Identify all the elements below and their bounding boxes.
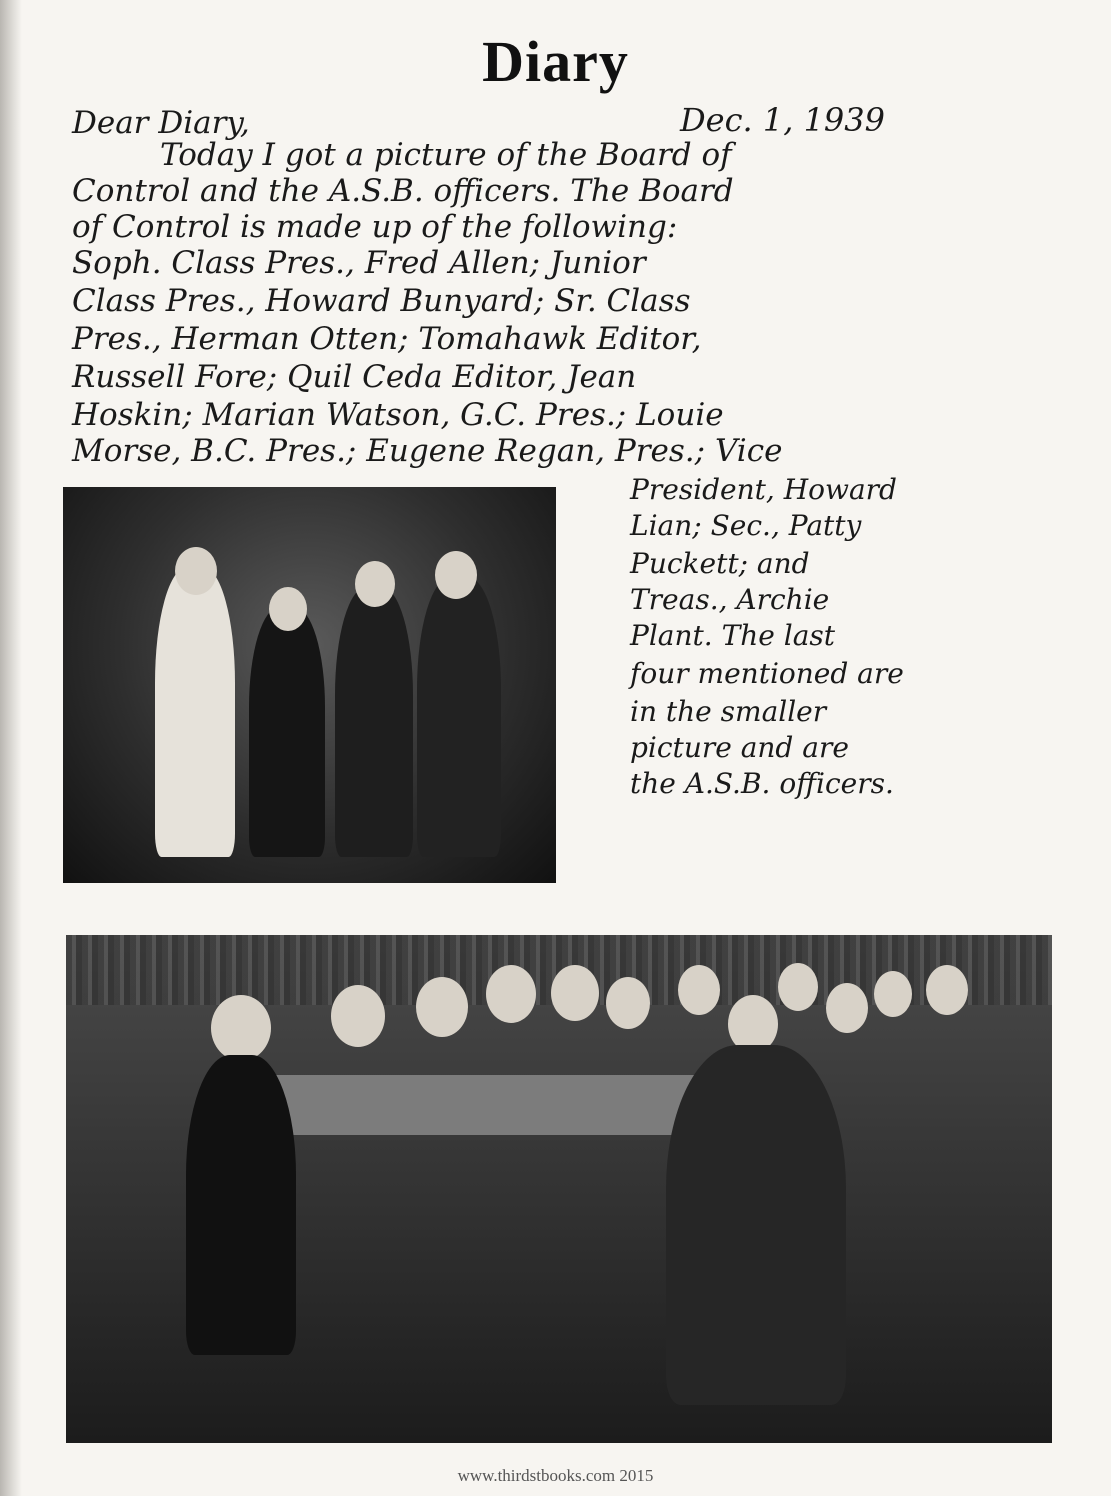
student-head (486, 965, 536, 1023)
board-of-control-photo (66, 935, 1052, 1443)
book-spine-shadow (0, 0, 22, 1496)
diary-side-line: picture and are (630, 731, 849, 764)
student-head (678, 965, 720, 1015)
diary-line: Class Pres., Howard Bunyard; Sr. Class (72, 283, 691, 319)
student-head (435, 551, 477, 599)
diary-line: Pres., Herman Otten; Tomahawk Editor, (72, 321, 702, 357)
student-head (416, 977, 468, 1037)
student-head (331, 985, 385, 1047)
student-head (826, 983, 868, 1033)
diary-side-line: Plant. The last (630, 619, 836, 652)
diary-side-line: four mentioned are (630, 657, 904, 690)
student-head (175, 547, 217, 595)
diary-side-line: Puckett; and (630, 547, 810, 580)
diary-date: Dec. 1, 1939 (680, 101, 885, 139)
diary-line: Today I got a picture of the Board of (160, 137, 732, 173)
student-head (606, 977, 650, 1029)
diary-line: Control and the A.S.B. officers. The Board (72, 173, 734, 209)
diary-greeting: Dear Diary, (72, 105, 250, 141)
student-figure (186, 1055, 296, 1355)
diary-line: of Control is made up of the following: (72, 209, 678, 245)
diary-side-line: Lian; Sec., Patty (630, 509, 862, 542)
diary-line: Hoskin; Marian Watson, G.C. Pres.; Louie (72, 397, 724, 433)
student-figure (335, 587, 413, 857)
asb-officers-photo (63, 487, 556, 883)
student-head (874, 971, 912, 1017)
diary-line: Morse, B.C. Pres.; Eugene Regan, Pres.; Vice (72, 433, 783, 469)
diary-line: Russell Fore; Quil Ceda Editor, Jean (72, 359, 637, 395)
footer-credit: www.thirdstbooks.com 2015 (457, 1466, 654, 1485)
diary-side-line: the A.S.B. officers. (630, 767, 894, 800)
student-figure (249, 607, 325, 857)
diary-side-line: in the smaller (630, 695, 827, 728)
student-head (778, 963, 818, 1011)
diary-side-line: President, Howard (630, 473, 897, 506)
student-figure (155, 567, 235, 857)
student-head (211, 995, 271, 1061)
student-head (926, 965, 968, 1015)
student-figure (417, 577, 501, 857)
page-title: Diary (482, 29, 629, 94)
student-figure (666, 1045, 846, 1405)
student-head (355, 561, 395, 607)
student-head (269, 587, 307, 631)
diary-line: Soph. Class Pres., Fred Allen; Junior (72, 245, 646, 281)
student-head (551, 965, 599, 1021)
diary-side-line: Treas., Archie (630, 583, 830, 616)
